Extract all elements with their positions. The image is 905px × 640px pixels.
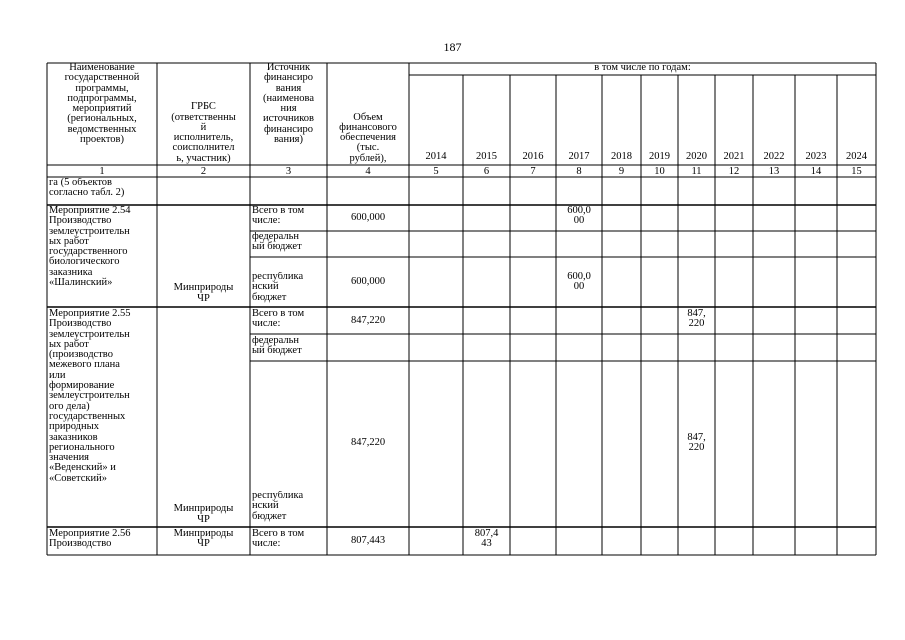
column-number-4: 4 — [365, 166, 371, 177]
measure-2-56-total-2015: 807,4 43 — [474, 529, 499, 550]
header-year-2021: 2021 — [723, 152, 745, 162]
header-year-2015: 2015 — [476, 152, 497, 162]
column-number-14: 14 — [810, 166, 822, 177]
column-number-10: 10 — [654, 166, 665, 177]
header-funding-amount: Объем финансового обеспечения (тыс. рублей), — [339, 111, 397, 164]
measure-2-55-source-federal: федеральн ый бюджет — [252, 336, 302, 357]
column-number-3: 3 — [285, 166, 292, 177]
measure-2-55-republic-amount: 847,220 — [350, 437, 386, 449]
measure-2-54-source-total: Всего в том числе: — [252, 206, 305, 227]
measure-2-55-source-republic: республика нский бюджет — [252, 491, 304, 522]
measure-2-56-total-amount: 807,443 — [350, 534, 386, 546]
header-year-2019: 2019 — [649, 152, 670, 162]
column-number-12: 12 — [728, 166, 740, 177]
measure-2-55-republic-2020: 847, 220 — [687, 433, 706, 454]
column-number-11: 11 — [691, 166, 702, 177]
measure-2-54-source-federal: федеральн ый бюджет — [252, 232, 302, 253]
page-number: 187 — [443, 40, 462, 54]
header-grbs: ГРБС (ответственны й исполнитель, соисполнител ь, участник) — [171, 101, 236, 164]
continued-program-text: га (5 объектов согласно табл. 2) — [49, 178, 125, 199]
header-year-2022: 2022 — [763, 152, 785, 162]
measure-2-55-grbs: Минприроды ЧР — [173, 503, 234, 525]
column-number-7: 7 — [530, 166, 536, 177]
measure-2-54-total-2017: 600,0 00 — [567, 206, 591, 227]
header-program-name: Наименование государственной программы, подпрограммы, мероприятий (региональных, ведомственных проектов) — [64, 63, 140, 146]
header-funding-source: Источник финансиро вания (наименова ния источников финансиро вания) — [262, 63, 315, 146]
header-year-2023: 2023 — [805, 152, 827, 162]
column-number-8: 8 — [576, 166, 582, 177]
column-number-2: 2 — [200, 166, 207, 177]
header-year-2018: 2018 — [611, 152, 632, 162]
measure-2-54-grbs: Минприроды ЧР — [173, 282, 234, 304]
measure-2-56-source-total: Всего в том числе: — [252, 529, 305, 550]
column-number-6: 6 — [483, 166, 490, 177]
measure-2-54-republic-amount: 600,000 — [350, 275, 386, 287]
measure-2-55-total-amount: 847,220 — [350, 314, 386, 326]
header-year-2024: 2024 — [846, 152, 867, 162]
measure-2-56-name: Мероприятие 2.56 Производство — [49, 529, 131, 550]
measure-2-56-grbs: Минприроды ЧР — [173, 529, 234, 550]
measure-2-55-total-2020: 847, 220 — [687, 309, 706, 330]
column-number-1: 1 — [99, 166, 105, 177]
column-number-13: 13 — [768, 166, 780, 177]
column-number-5: 5 — [433, 166, 439, 177]
measure-2-54-name: Мероприятие 2.54 Производство землеустроительн ых работ государственного биологического заказника «Шалинский» — [49, 206, 131, 289]
header-year-2014: 2014 — [425, 152, 447, 162]
header-year-2017: 2017 — [568, 152, 590, 162]
measure-2-54-source-republic: республика нский бюджет — [252, 272, 304, 303]
column-number-9: 9 — [618, 166, 625, 177]
measure-2-55-name: Мероприятие 2.55 Производство землеустроительн ых работ (производство межевого плана или формирование землеустроительн ого дела) государственных природных заказников регионального значения «Веденский» и «Советский» — [49, 309, 131, 484]
measure-2-54-total-amount: 600,000 — [350, 211, 386, 223]
measure-2-55-source-total: Всего в том числе: — [252, 309, 305, 330]
header-years-caption: в том числе по годам: — [594, 63, 691, 73]
header-year-2020: 2020 — [686, 152, 707, 162]
header-year-2016: 2016 — [522, 152, 544, 162]
column-number-15: 15 — [851, 166, 862, 177]
measure-2-54-republic-2017: 600,0 00 — [567, 272, 591, 293]
